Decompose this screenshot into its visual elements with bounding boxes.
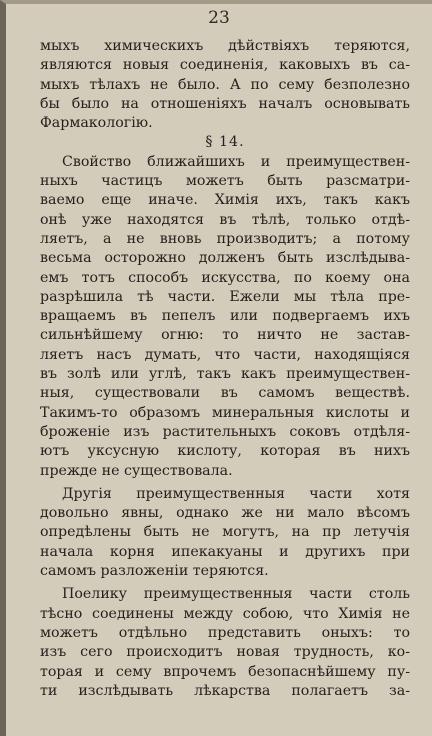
text-line: мыхъ тѣлахъ не было. А по сему безполезно: [40, 76, 410, 93]
text-line: разрѣшила тѣ части. Ежели мы тѣла пре-: [40, 288, 410, 305]
text-line: Другія преимущественныя части хотя: [62, 485, 410, 502]
text-line: вращаемъ въ пепелъ или подвергаемъ ихъ: [40, 308, 410, 325]
text-line: самомъ разложеніи теряются.: [40, 563, 269, 580]
section-heading: § 14.: [205, 134, 245, 151]
text-line: въ золѣ или углѣ, такъ какъ преимуществен-: [40, 366, 410, 383]
text-line: бы было на отношеніяхъ началъ основывать: [40, 95, 410, 112]
text-line: онѣ уже находятся въ тѣлѣ, только отдѣ-: [40, 211, 410, 228]
text-line: изъ сего происходитъ новая трудность, ко-: [40, 644, 410, 661]
text-line: довольно явны, однако же ни мало вѣсомъ: [40, 505, 410, 522]
text-line: ныя, существовали въ самомъ веществѣ.: [40, 385, 410, 402]
text-line: ляетъ насъ думать, что части, находящіяся: [40, 346, 410, 363]
text-line: ляетъ, а не вновь производитъ; а потому: [40, 230, 410, 247]
text-line: являются новыя соединенія, каковыхъ въ са-: [40, 57, 410, 74]
text-line: Фармакологію.: [40, 115, 153, 132]
text-line: броженіе изъ растительныхъ соковъ отдѣля-: [40, 423, 410, 440]
page-text: [40, 37, 410, 705]
text-line: мыхъ химическихъ дѣйствіяхъ теряются,: [40, 38, 410, 54]
text-line: можетъ отдѣльно представить оныхъ: то: [40, 624, 410, 641]
text-line: торая и сему впрочемъ безопаснѣйшему пу-: [40, 663, 410, 680]
text-line: прежде не существовала.: [40, 462, 233, 479]
text-line: начала корня ипекакуаны и другихъ при: [40, 543, 410, 560]
paragraph-gap: [40, 701, 410, 705]
text-line: ныхъ частицъ можетъ быть разсматри-: [40, 173, 410, 190]
text-line: тѣсно соединены между собою, что Химія не: [40, 605, 410, 622]
text-line: Свойство ближайшихъ и преимуществен-: [62, 153, 410, 170]
text-line: сильнѣйшему огню: то ничто не застав-: [40, 327, 410, 344]
text-line: ютъ уксусную кислоту, которая въ нихъ: [40, 443, 410, 460]
page-number: 23: [208, 8, 230, 28]
text-line: Поелику преимущественныя части столь: [62, 586, 410, 603]
text-line: емъ тотъ способъ искусства, по коему она: [40, 269, 410, 286]
text-line: опредѣлены быть не могутъ, на пр летучія: [40, 524, 410, 541]
text-line: весьма осторожно долженъ быть изслѣдыва-: [40, 250, 410, 267]
text-line: Такимъ-то образомъ минеральныя кислоты и: [40, 404, 410, 421]
text-line: ваемо еще иначе. Химія ихъ, такъ какъ: [40, 192, 410, 209]
text-line: ти изслѣдывать лѣкарства полагаетъ за-: [40, 682, 410, 699]
